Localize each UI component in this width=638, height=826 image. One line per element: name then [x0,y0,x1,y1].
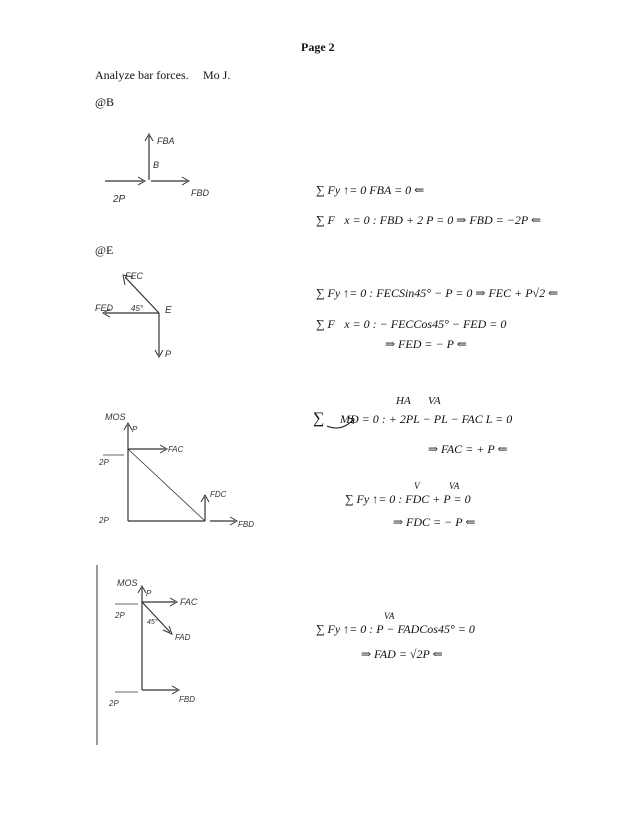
equation-b-sum-fy: ∑ Fy ↑= 0 FBA = 0 ⇐ [316,183,425,197]
sketch-label-p: P [165,349,172,359]
sketch-label-2p-a-2: 2P [115,611,125,620]
sketch-mos-2-title: MOS [117,578,138,588]
member-ad [128,449,205,521]
section-label-e: @E [95,243,114,257]
mos-2-sketch [95,560,245,750]
sketch-label-2p-b: 2P [99,516,109,525]
joint-b-sketch [105,128,225,208]
sketch-label-2p-a: 2P [99,458,109,467]
sketch-label-e: E [165,305,172,316]
sketch-label-angle: 45° [131,304,144,313]
sketch-label-fdc: FDC [210,490,227,499]
equation-fad-result: ⇒ FAD = √2P ⇐ [361,647,443,661]
equation-e-sum-fy: ∑ Fy ↑= 0 : FECSin45° − P = 0 ⇒ FEC + P√2 ⇐ [316,286,559,300]
annotation-ha: HA [396,395,411,407]
force-arrow-ad [142,602,170,632]
sketch-label-b: B [153,160,160,170]
summation-symbol: ∑ [313,410,325,427]
equation-mos1-sum-fy: ∑ Fy ↑= 0 : FDC + P = 0 [345,492,471,506]
section-label-b: @B [95,95,115,109]
sketch-label-fbd-1: FBD [238,520,254,529]
equation-moment-d: MD = 0 : + 2PL − PL − FAC L = 0 [340,412,513,426]
annotation-v: V [414,481,420,491]
sketch-label-fed: FED [95,303,113,313]
sketch-label-p-2: P [146,589,152,598]
sketch-label-fba: FBA [157,136,175,146]
annotation-va-2: VA [449,481,460,491]
page-title: Page 2 [301,40,335,54]
annotation-va-3: VA [384,611,395,621]
sketch-label-fac-1: FAC [168,445,184,454]
equation-e-sum-fx: ∑ F⃗x = 0 : − FECCos45° − FED = 0 [316,317,507,331]
sketch-label-p-1: P [132,425,138,434]
author-name: Mo J. [203,68,231,82]
annotation-va: VA [428,395,441,407]
equation-b-sum-fx: ∑ F⃗x = 0 : FBD + 2 P = 0 ⇒ FBD = −2P ⇐ [316,213,542,227]
document-subtitle: Analyze bar forces. [95,68,189,82]
equation-fdc-result: ⇒ FDC = − P ⇐ [393,515,476,529]
equation-fac-result: ⇒ FAC = + P ⇐ [428,442,508,456]
sketch-label-fbd-2: FBD [179,695,195,704]
sketch-mos-1-title: MOS [105,412,126,422]
sketch-label-2p: 2P [113,194,126,205]
sketch-label-fbd: FBD [191,188,209,198]
mos-1-sketch [95,405,265,535]
sketch-label-fad: FAD [175,633,191,642]
equation-e-result: ⇒ FED = − P ⇐ [385,337,467,351]
sketch-label-fec: FEC [125,271,143,281]
sketch-label-2p-b-2: 2P [109,699,119,708]
joint-e-sketch [95,265,215,365]
sketch-label-fac-2: FAC [180,597,198,607]
equation-mos2-sum-fy: ∑ Fy ↑= 0 : P − FADCos45° = 0 [316,622,475,636]
sketch-label-angle-2: 45° [147,619,158,626]
